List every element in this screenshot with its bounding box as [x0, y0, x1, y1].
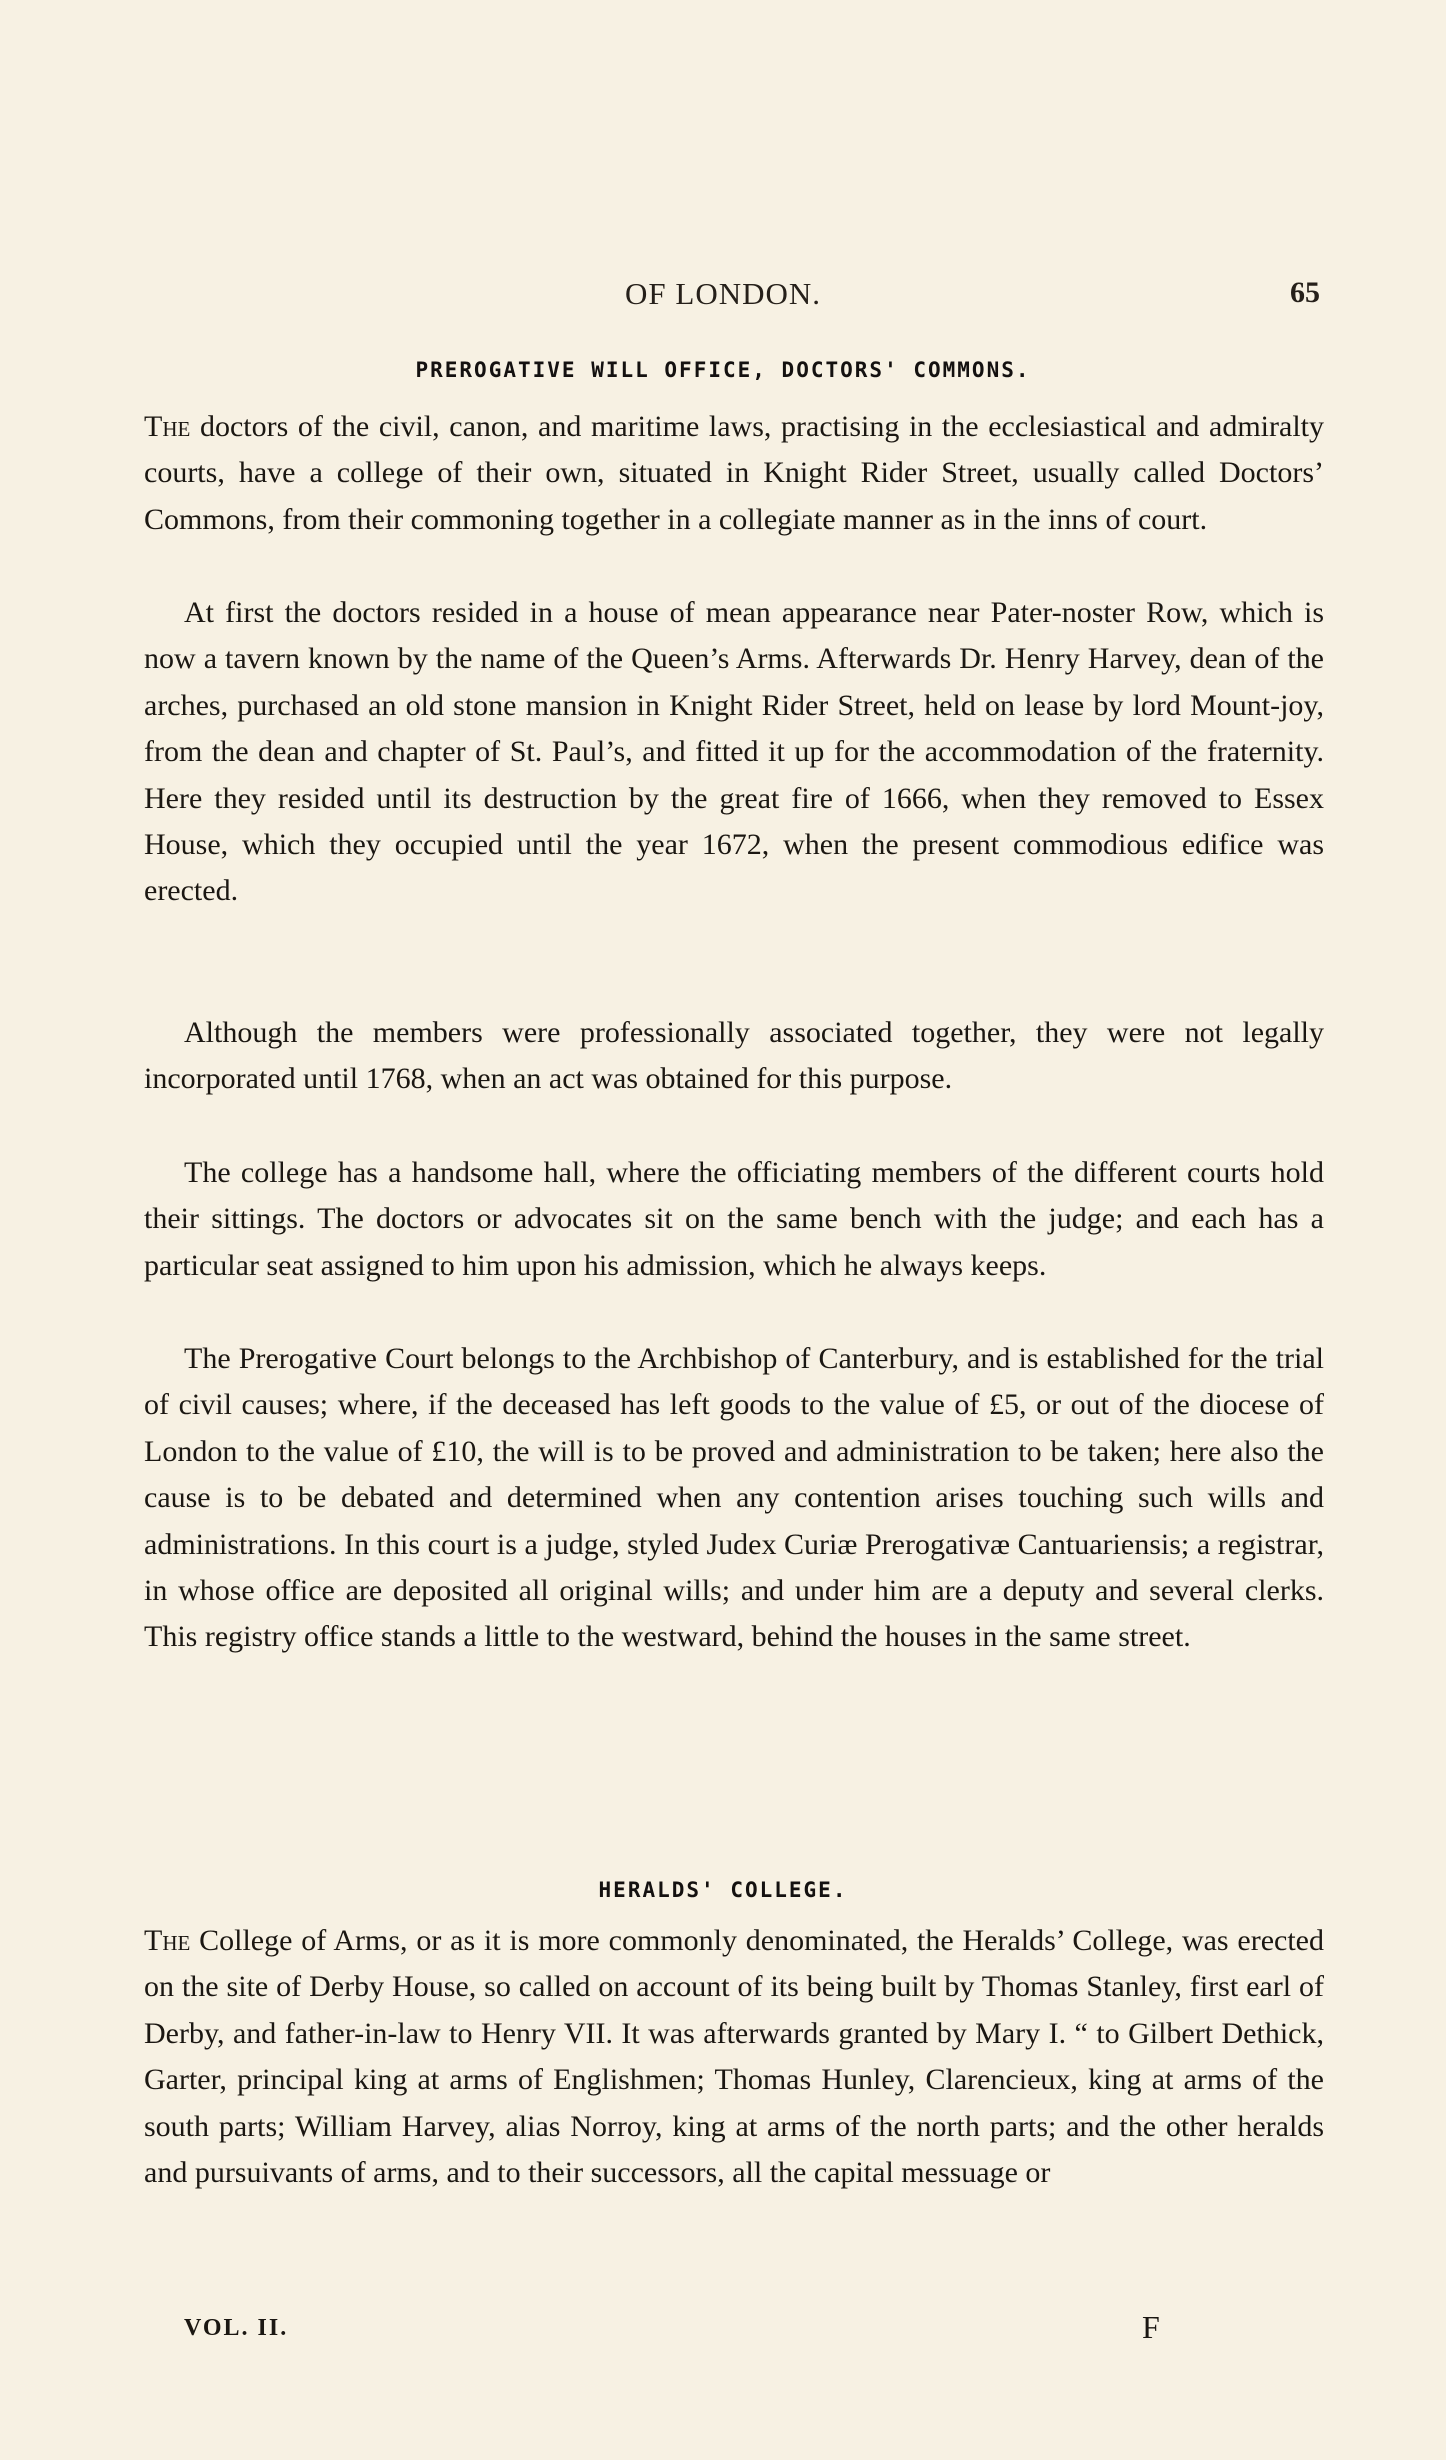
paragraph-lead-word: The — [144, 1924, 191, 1957]
paragraph — [144, 404, 1324, 543]
running-title: OF LONDON. — [625, 276, 821, 311]
volume-label: VOL. II. — [184, 2315, 289, 2341]
paragraph — [144, 1918, 1324, 2196]
running-head — [0, 276, 1446, 316]
paragraph-text: College of Arms, or as it is more commonly denominated, the Heralds’ College, was erected on the site of Derby House, so called on account of its being built by Thomas Stanley, first earl of Derby, and father-in-law to Henry VII. It was afterwards granted by Mary I. “ to Gilbert Dethick, Garter, principal king at arms of Englishmen; Thomas Hunley, Clarencieux, king at arms of the south parts; William Harvey, alias Norroy, king at arms of the north parts; and the other heralds and pursuivants of arms, and to their successors, all the capital messuage or — [144, 1924, 1324, 2190]
page-number: 65 — [1290, 276, 1320, 309]
paragraph: At first the doctors resided in a house of mean appearance near Pater-noster Row, which is now a tavern known by the name of the Queen’s Arms. Afterwards Dr. Henry Harvey, dean of the arches, purchased an old stone mansion in Knight Rider Street, held on lease by lord Mount-joy, from the dean and chapter of St. Paul’s, and fitted it up for the accommodation of the fraternity. Here they resided until its destruction by the great fire of 1666, when they removed to Essex House, which they occupied until the year 1672, when the present commodious edifice was erected. — [144, 596, 1324, 908]
paragraph: Although the members were professionally associated together, they were not legally incorporated until 1768, when an act was obtained for this purpose. — [144, 1016, 1324, 1096]
signature-mark: F — [1142, 2309, 1160, 2345]
paragraph-lead-word: The — [144, 410, 191, 443]
paragraph-text: doctors of the civil, canon, and maritime laws, practising in the ecclesiastical and admiralty courts, have a college of their own, situated in Knight Rider Street, usually called Doctors’ Commons, from their commoning together in a collegiate manner as in the inns of court. — [144, 410, 1324, 536]
section-heading-prerogative-will-office: PREROGATIVE WILL OFFICE, DOCTORS' COMMONS. — [415, 358, 1031, 382]
page-footer — [0, 2309, 1446, 2355]
paragraph: The college has a handsome hall, where the officiating members of the different courts hold their sittings. The doctors or advocates sit on the same bench with the judge; and each has a particular seat assigned to him upon his admission, which he always keeps. — [144, 1156, 1324, 1282]
paragraph: The Prerogative Court belongs to the Archbishop of Canterbury, and is established for the trial of civil causes; where, if the deceased has left goods to the value of £5, or out of the diocese of London to the value of £10, the will is to be proved and administration to be taken; here also the cause is to be debated and determined when any contention arises touching such wills and administrations. In this court is a judge, styled Judex Curiæ Prerogativæ Cantuariensis; a registrar, in whose office are deposited all original wills; and under him are a deputy and several clerks. This registry office stands a little to the westward, behind the houses in the same street. — [144, 1342, 1324, 1654]
section-heading-heralds-college: HERALDS' COLLEGE. — [598, 1878, 848, 1902]
